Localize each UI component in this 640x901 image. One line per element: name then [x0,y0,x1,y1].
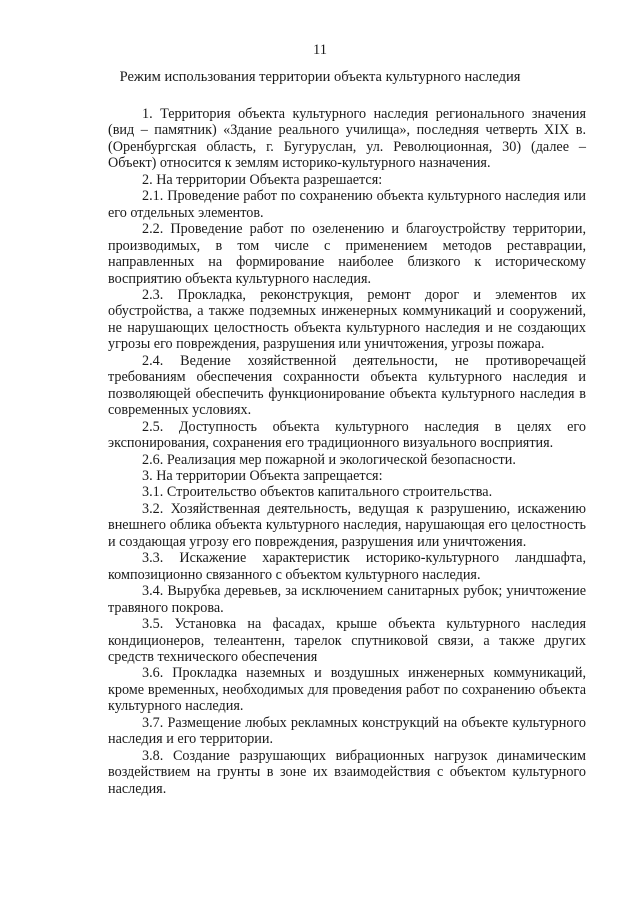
paragraph-3-2: 3.2. Хозяйственная деятельность, ведущая к разрушению, искажению внешнего облика объекта культурного наследия, нарушающая его целостность и создающая угрозу его повреждения, разрушения или уничтожения. [108,500,586,550]
paragraph-2-5: 2.5. Доступность объекта культурного наследия в целях его экспонирования, сохранения его традиционного визуального восприятия. [108,418,586,452]
paragraph-2-6: 2.6. Реализация мер пожарной и экологической безопасности. [142,451,516,468]
paragraph-3-4: 3.4. Вырубка деревьев, за исключением санитарных рубок; уничтожение травяного покрова. [108,583,586,616]
page-number: 11 [313,42,327,58]
paragraph-3-8: 3.8. Создание разрушающих вибрационных нагрузок динамическим воздействием на грунты в зоне их взаимодействия с объектом культурного наследия. [108,747,586,797]
paragraph-3-3: 3.3. Искажение характеристик историко-культурного ландшафта, композиционно связанного с объектом культурного наследия. [108,550,586,583]
paragraph-3-1: 3.1. Строительство объектов капитального строительства. [142,484,493,501]
paragraph-2: 2. На территории Объекта разрешается: [142,171,383,188]
paragraph-2-4: 2.4. Ведение хозяйственной деятельности, не противоречащей требованиям обеспечения сохранности объекта культурного наследия и позволяющей обеспечить функционирование объекта культурного наследия в современных условиях. [108,352,586,419]
paragraph-3-5: 3.5. Установка на фасадах, крыше объекта культурного наследия кондиционеров, телеантенн, тарелок спутниковой связи, а также других средств технического обеспечения [108,616,586,665]
paragraph-3: 3. На территории Объекта запрещается: [142,467,383,484]
paragraph-2-2: 2.2. Проведение работ по озеленению и благоустройству территории, производимых, в том числе с применением методов реставрации, направленных на формирование наиболее близкого к историческому восприятию объекта культурного наследия. [108,221,586,287]
paragraph-3-6: 3.6. Прокладка наземных и воздушных инженерных коммуникаций, кроме временных, необходимых для проведения работ по сохранению объекта культурного наследия. [108,665,586,715]
paragraph-3-7: 3.7. Размещение любых рекламных конструкций на объекте культурного наследия и его территории. [108,714,586,748]
paragraph-2-3: 2.3. Прокладка, реконструкция, ремонт дорог и элементов их обустройства, а также подземных инженерных коммуникаций и сооружений, не нарушающих целостность объекта культурного наследия и не создающих угрозы его повреждения, разрушения или уничтожения, угрозы пожара. [108,286,586,353]
body-text [108,106,586,797]
section-heading: Режим использования территории объекта культурного наследия [119,69,521,85]
paragraph-2-1: 2.1. Проведение работ по сохранению объекта культурного наследия или его отдельных элементов. [108,188,586,221]
paragraph-1: 1. Территория объекта культурного наследия регионального значения (вид – памятник) «Здание реального училища», последняя четверть XIX в. (Оренбургская область, г. Бугуруслан, ул. Революционная, 30) (далее – Объект) относится к землям историко-культурного назначения. [108,106,586,172]
